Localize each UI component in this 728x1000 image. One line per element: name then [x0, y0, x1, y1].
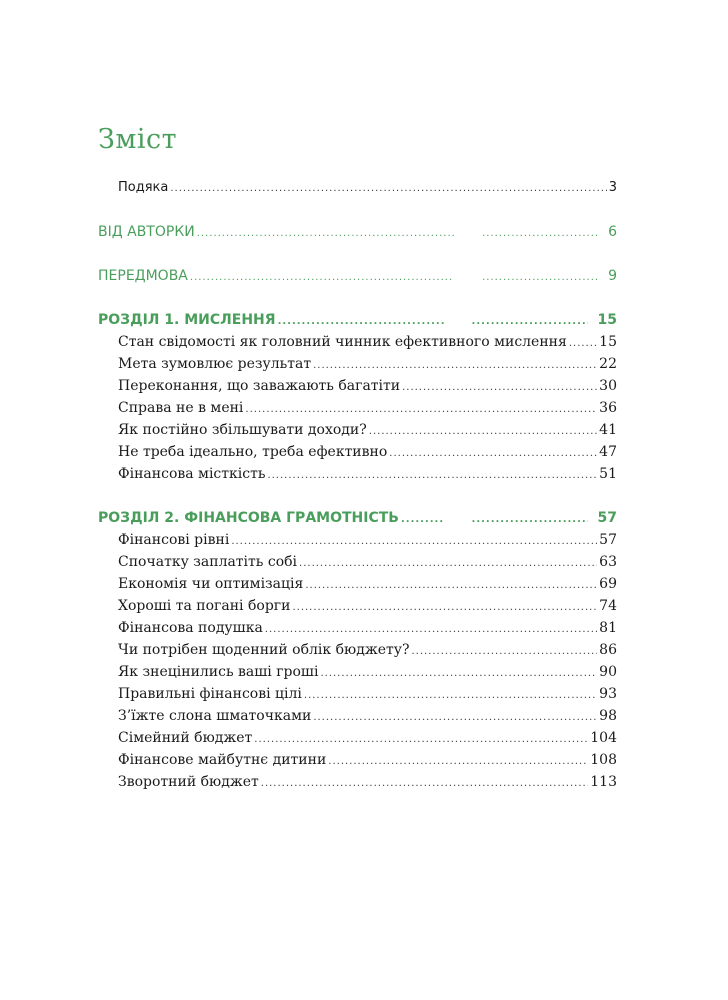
toc-entry — [118, 552, 617, 572]
toc-entry — [118, 706, 617, 726]
toc-entry-label: Правильні фінансові цілі — [118, 686, 302, 702]
toc-entry-label: ПЕРЕДМОВА — [98, 268, 188, 284]
dot-leader — [265, 618, 597, 640]
toc-entry — [118, 574, 617, 594]
dot-leader — [472, 310, 588, 332]
toc-entry-label: Економія чи оптимізація — [118, 576, 304, 592]
dot-leader — [304, 684, 597, 706]
toc-entry-label: Зворотний бюджет — [118, 774, 259, 790]
dot-leader — [197, 222, 454, 244]
toc-entry-page: 113 — [590, 774, 617, 790]
dot-leader — [261, 772, 589, 794]
dot-leader — [313, 354, 597, 376]
toc-entry — [118, 398, 617, 418]
toc-title: Зміст — [98, 124, 178, 155]
toc-entry-label: З’їжте слона шматочками — [118, 708, 312, 724]
dot-leader — [231, 530, 597, 552]
toc-entry-page: 108 — [590, 752, 617, 768]
dot-leader — [320, 662, 597, 684]
toc-entry-page: 98 — [599, 708, 617, 724]
dot-leader — [369, 420, 597, 442]
toc-entry-page: 57 — [599, 532, 617, 548]
toc-entry-label: РОЗДІЛ 2. ФІНАНСОВА ГРАМОТНІСТЬ — [98, 510, 399, 526]
toc-entry-page: 104 — [590, 730, 617, 746]
toc-entry — [118, 662, 617, 682]
toc-entry — [118, 684, 617, 704]
toc-entry — [98, 310, 617, 330]
dot-leader — [328, 750, 588, 772]
toc-entry-label: Фінансова місткість — [118, 466, 266, 482]
toc-entry-label: Мета зумовлює результат — [118, 356, 312, 372]
toc-entry-label: Подяка — [118, 180, 169, 195]
toc-entry-page: 86 — [599, 642, 617, 658]
toc-entry-page: 93 — [599, 686, 617, 702]
toc-entry-page: 47 — [599, 444, 617, 460]
toc-entry — [118, 596, 617, 616]
toc-entry-label: РОЗДІЛ 1. МИСЛЕННЯ — [98, 312, 276, 328]
dot-leader — [299, 552, 597, 574]
toc-entry-label: Фінансова подушка — [118, 620, 263, 636]
toc-entry-page: 81 — [599, 620, 617, 636]
dot-leader — [569, 332, 597, 354]
dot-leader — [401, 508, 444, 530]
dot-leader — [411, 640, 597, 662]
dot-leader — [402, 376, 597, 398]
dot-leader — [389, 442, 597, 464]
toc-entry — [118, 640, 617, 660]
toc-entry-page: 22 — [599, 356, 617, 372]
toc-entry-label: Чи потрібен щоденний облік бюджету? — [118, 642, 410, 658]
toc-entry-page: 51 — [599, 466, 617, 482]
toc-entry-label: Фінансове майбутнє дитини — [118, 752, 327, 768]
toc-entry-page: 41 — [599, 422, 617, 438]
dot-leader — [245, 398, 597, 420]
toc-entry-page: 15 — [599, 334, 617, 350]
toc-entry — [118, 464, 617, 484]
dot-leader — [305, 574, 597, 596]
toc-entry-page: 3 — [608, 180, 617, 195]
toc-entry — [118, 178, 617, 198]
toc-entry-page: 69 — [599, 576, 617, 592]
toc-entry-label: Стан свідомості як головний чинник ефективного мислення — [118, 334, 567, 350]
dot-leader — [267, 464, 597, 486]
toc-entry — [118, 530, 617, 550]
toc-entry — [118, 618, 617, 638]
toc-entry-page: 30 — [599, 378, 617, 394]
toc-entry-page: 9 — [608, 268, 617, 284]
toc-entry-page: 36 — [599, 400, 617, 416]
toc-entry — [98, 508, 617, 528]
toc-entry — [118, 354, 617, 374]
dot-leader — [190, 266, 454, 288]
dot-leader — [482, 266, 598, 288]
toc-entry — [118, 420, 617, 440]
toc-entry — [98, 266, 617, 286]
toc-entry-page: 6 — [608, 224, 617, 240]
toc-entry — [118, 750, 617, 770]
toc-entry-label: Справа не в мені — [118, 400, 244, 416]
toc-entry-label: Фінансові рівні — [118, 532, 230, 548]
toc-entry-page: 74 — [599, 598, 617, 614]
toc-entry-label: Не треба ідеально, треба ефективно — [118, 444, 388, 460]
toc-entry-label: Як постійно збільшувати доходи? — [118, 422, 367, 438]
toc-entry-label: Переконання, що заважають багатіти — [118, 378, 401, 394]
toc-entry-label: ВІД АВТОРКИ — [98, 224, 195, 240]
toc-entry-label: Як знецінились ваші гроші — [118, 664, 319, 680]
toc-entry-label: Хороші та погані борги — [118, 598, 291, 614]
dot-leader — [313, 706, 597, 728]
dot-leader — [472, 508, 588, 530]
toc-entry-page: 90 — [599, 664, 617, 680]
toc-entry — [98, 222, 617, 242]
dot-leader — [170, 178, 606, 199]
dot-leader — [278, 310, 444, 332]
toc-entry — [118, 332, 617, 352]
dot-leader — [482, 222, 598, 244]
dot-leader — [254, 728, 588, 750]
toc-entry-label: Спочатку заплатіть собі — [118, 554, 298, 570]
toc-entry-page: 63 — [599, 554, 617, 570]
toc-entry — [118, 728, 617, 748]
toc-entry — [118, 772, 617, 792]
toc-entry-page: 57 — [597, 510, 617, 526]
dot-leader — [292, 596, 597, 618]
toc-entry — [118, 376, 617, 396]
toc-entry-label: Сімейний бюджет — [118, 730, 253, 746]
toc-entry-page: 15 — [597, 312, 617, 328]
toc-entry — [118, 442, 617, 462]
